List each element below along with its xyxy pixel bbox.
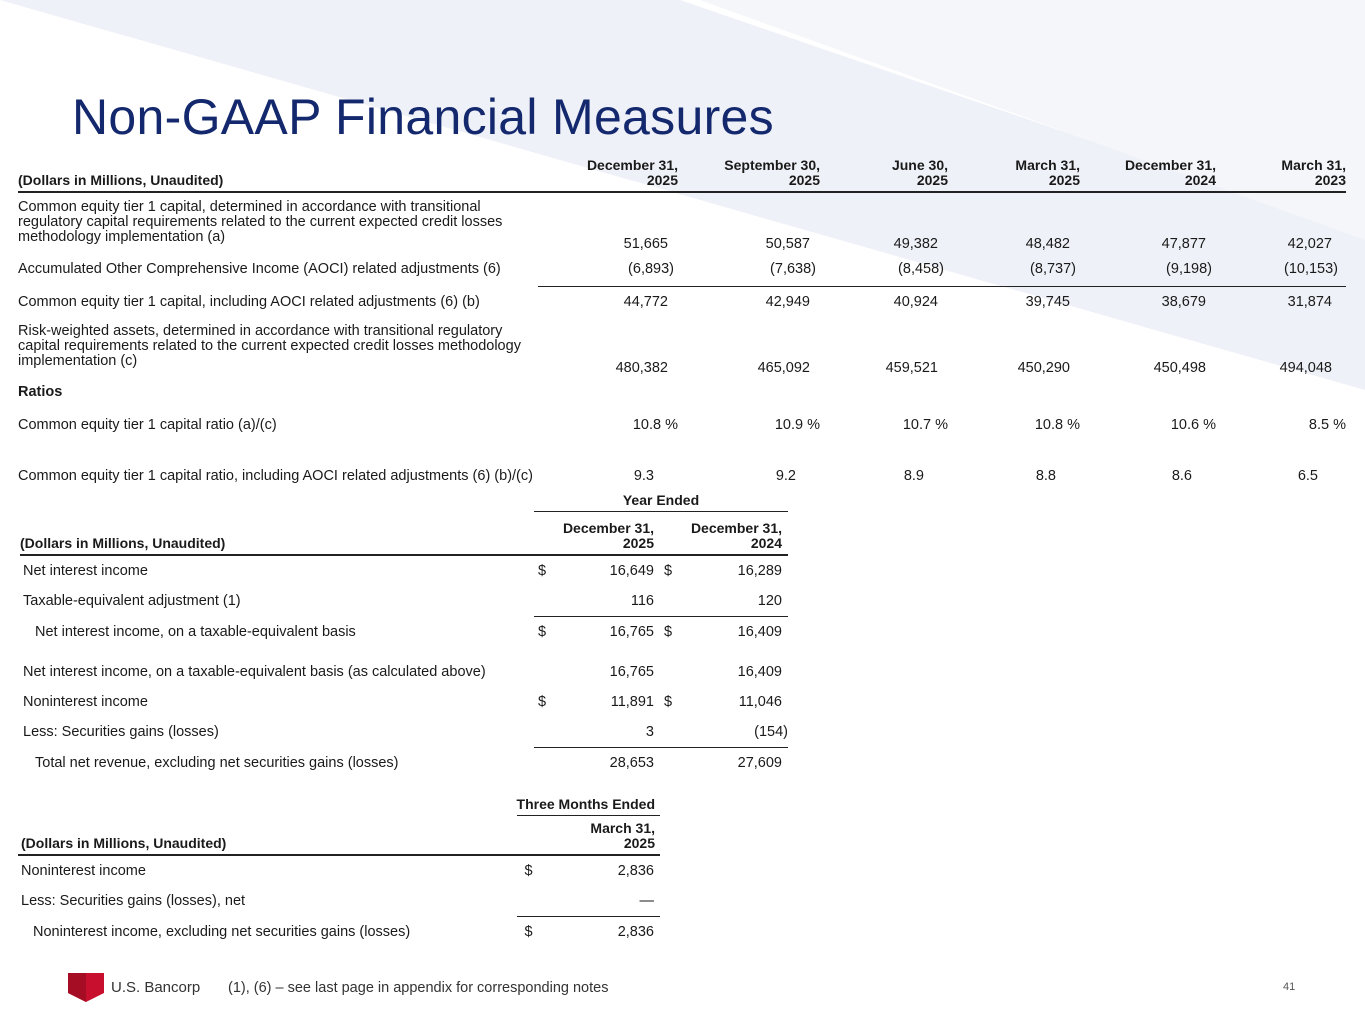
footnote: (1), (6) – see last page in appendix for corresponding notes — [228, 980, 609, 996]
table-row — [18, 192, 1346, 252]
table-cell: 480,382 — [615, 360, 668, 376]
row-label: Noninterest income — [21, 863, 146, 879]
section-row — [18, 378, 1346, 406]
table-row — [20, 748, 788, 779]
table-row — [20, 586, 788, 617]
currency-symbol: $ — [524, 924, 533, 940]
currency-symbol: $ — [524, 863, 533, 879]
table-header-row — [18, 815, 660, 855]
table-cell: 10.6 % — [1170, 417, 1216, 433]
row-label: Noninterest income — [23, 694, 148, 710]
row-label: Taxable-equivalent adjustment (1) — [23, 593, 241, 610]
currency-symbol: $ — [538, 563, 547, 579]
column-header: December 31, 2024 — [1080, 158, 1216, 192]
table-cell: 39,745 — [1025, 294, 1070, 311]
table-cell: 38,679 — [1161, 294, 1206, 311]
table-cell: 494,048 — [1279, 360, 1332, 376]
page-title: Non-GAAP Financial Measures — [72, 89, 774, 145]
table-row — [18, 444, 1346, 484]
table-row — [18, 286, 1346, 318]
row-label: Net interest income — [23, 563, 148, 579]
section-heading-ratios: Ratios — [18, 384, 63, 400]
table-cell: 16,765 — [609, 624, 654, 640]
row-label: Common equity tier 1 capital ratio, including AOCI related adjustments (6) (b)/(c) — [18, 468, 533, 484]
group-header-row — [20, 489, 788, 511]
table-cell: 465,092 — [757, 360, 810, 376]
row-label: Common equity tier 1 capital, including AOCI related adjustments (6) (b) — [18, 294, 480, 310]
table-cell: 8.8 — [1035, 468, 1056, 484]
table-cell: (7,638) — [678, 252, 820, 286]
table-cell: (154) — [682, 717, 788, 748]
page-number: 41 — [1283, 981, 1296, 993]
group-header: Year Ended — [534, 489, 788, 511]
row-label: Less: Securities gains (losses) — [23, 724, 219, 741]
table-cell: 16,765 — [609, 664, 654, 680]
table-cell: 10.8 % — [632, 417, 678, 433]
table-header-label: (Dollars in Millions, Unaudited) — [18, 815, 517, 855]
table-cell: 116 — [556, 586, 660, 617]
table-cell: 2,836 — [617, 924, 654, 940]
row-label: Accumulated Other Comprehensive Income (AOCI) related adjustments (6) — [18, 261, 501, 277]
noninterest-income-table — [18, 793, 660, 947]
table-row — [20, 657, 788, 687]
column-header: March 31, 2023 — [1216, 158, 1346, 192]
net-revenue-table — [20, 489, 788, 778]
table-row — [18, 886, 660, 917]
table-cell: 2,836 — [617, 863, 654, 879]
table-cell: (10,153) — [1216, 252, 1346, 286]
table-cell: 31,874 — [1287, 294, 1332, 311]
spacer-row — [20, 647, 788, 657]
column-header: December 31, 2024 — [660, 511, 788, 555]
table-cell: 10.9 % — [774, 417, 820, 433]
table-cell: 51,665 — [623, 236, 668, 252]
table-row — [20, 555, 788, 586]
table-cell: 16,409 — [737, 664, 782, 680]
table-cell: 42,949 — [765, 294, 810, 311]
table-cell: — — [542, 886, 660, 917]
table-header-label: (Dollars in Millions, Unaudited) — [18, 158, 538, 192]
column-header: December 31, 2025 — [538, 158, 678, 192]
company-logo — [68, 971, 200, 1003]
currency-symbol: $ — [538, 624, 547, 640]
row-label: Net interest income, on a taxable-equivalent basis (as calculated above) — [23, 664, 486, 680]
row-label: Noninterest income, excluding net securities gains (losses) — [33, 923, 411, 940]
table-cell: 47,877 — [1161, 236, 1206, 252]
table-cell: 450,498 — [1153, 360, 1206, 376]
table-cell: 44,772 — [623, 294, 668, 311]
row-label: Common equity tier 1 capital ratio (a)/(c) — [18, 417, 277, 433]
column-header: June 30, 2025 — [820, 158, 948, 192]
table-cell: 48,482 — [1025, 236, 1070, 252]
table-cell: 8.5 % — [1308, 417, 1346, 433]
row-label: Common equity tier 1 capital, determined in accordance with transitional regulatory capital requirements related to the current expected credit losses methodology implementation (a) — [18, 199, 503, 245]
table-cell: 459,521 — [885, 360, 938, 376]
table-cell: 49,382 — [893, 236, 938, 252]
table-cell: 9.2 — [775, 468, 796, 484]
table-cell: 11,046 — [738, 694, 782, 710]
table-cell: 9.3 — [633, 468, 654, 484]
currency-symbol: $ — [664, 694, 673, 710]
table-cell: 11,891 — [610, 694, 654, 710]
table-cell: 50,587 — [765, 236, 810, 252]
table-cell: 16,649 — [609, 563, 654, 579]
row-label: Less: Securities gains (losses), net — [21, 893, 246, 910]
row-label: Total net revenue, excluding net securities gains (losses) — [35, 754, 399, 771]
table-header-row — [20, 511, 788, 555]
currency-symbol: $ — [664, 624, 673, 640]
row-label: Net interest income, on a taxable-equivalent basis — [35, 623, 356, 640]
column-header: March 31, 2025 — [948, 158, 1080, 192]
table-header-row — [18, 158, 1346, 192]
table-cell: 8.6 — [1171, 468, 1192, 484]
table-cell: 10.8 % — [1034, 417, 1080, 433]
table-cell: 8.9 — [903, 468, 924, 484]
table-cell: 27,609 — [737, 755, 782, 771]
column-header: March 31, 2025 — [517, 815, 660, 855]
table-cell: (8,737) — [948, 252, 1080, 286]
table-cell: 10.7 % — [902, 417, 948, 433]
shield-logo-icon — [68, 971, 104, 1003]
table-cell: 28,653 — [609, 755, 654, 771]
table-row — [18, 318, 1346, 378]
currency-symbol: $ — [664, 563, 673, 579]
table-row — [18, 917, 660, 948]
table-cell: 40,924 — [893, 294, 938, 311]
table-cell: 16,409 — [737, 624, 782, 640]
table-row — [18, 406, 1346, 444]
table-cell: (9,198) — [1080, 252, 1216, 286]
table-row — [18, 855, 660, 886]
table-cell: 120 — [682, 586, 788, 617]
table-cell: 450,290 — [1017, 360, 1070, 376]
brand-name: U.S. Bancorp — [111, 978, 201, 996]
table-header-label: (Dollars in Millions, Unaudited) — [20, 511, 534, 555]
capital-ratio-table — [18, 158, 1346, 484]
table-cell: 3 — [556, 717, 660, 748]
row-label: Risk-weighted assets, determined in accordance with transitional regulatory capital requirements related to the current expected credit losses methodology implementation (c) — [18, 323, 521, 369]
table-cell: (8,458) — [820, 252, 948, 286]
table-cell: 6.5 — [1297, 468, 1318, 484]
table-row — [20, 687, 788, 717]
table-row — [20, 717, 788, 748]
currency-symbol: $ — [538, 694, 547, 710]
table-row — [18, 252, 1346, 286]
group-header-row — [18, 793, 660, 815]
table-cell: 42,027 — [1287, 236, 1332, 252]
table-cell: 16,289 — [737, 563, 782, 579]
group-header: Three Months Ended — [517, 793, 660, 815]
table-cell: (6,893) — [538, 252, 678, 286]
table-row — [20, 617, 788, 648]
column-header: December 31, 2025 — [534, 511, 660, 555]
column-header: September 30, 2025 — [678, 158, 820, 192]
